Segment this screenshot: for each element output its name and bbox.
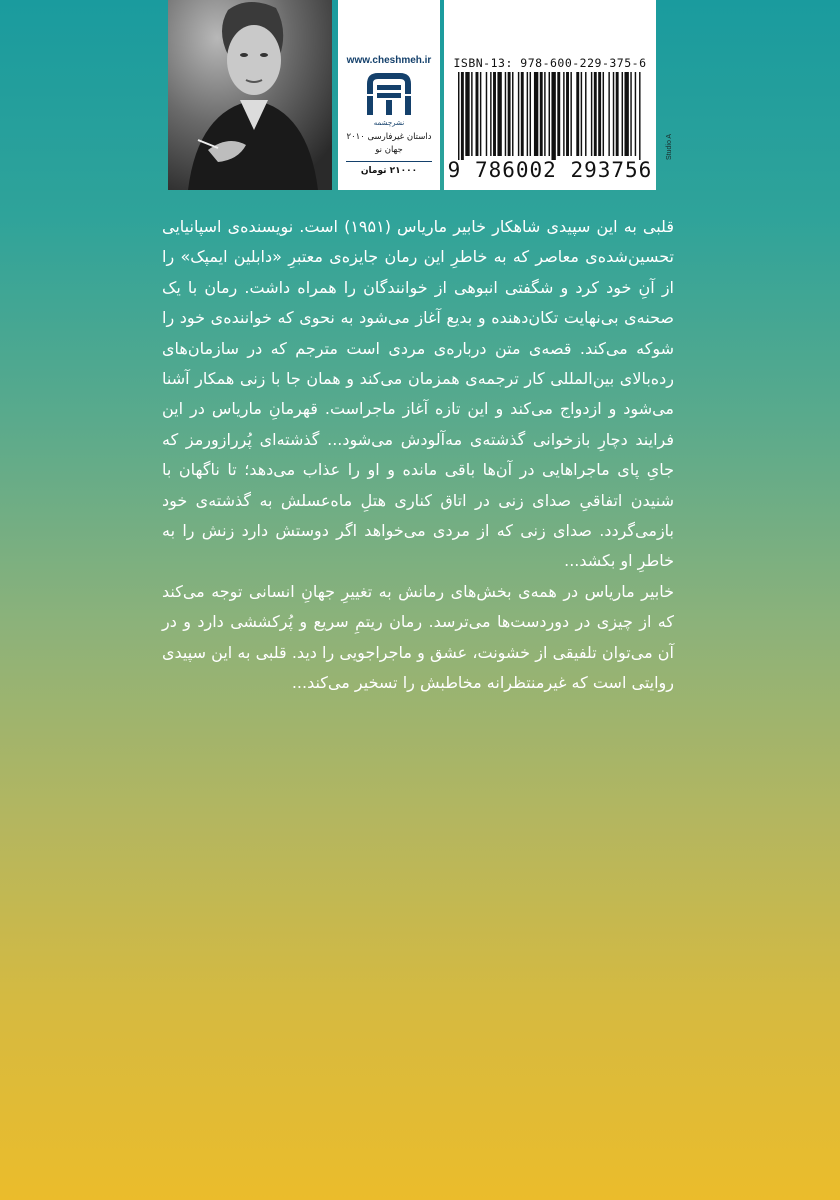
blurb-paragraph: قلبی به این سپیدی شاهکار خابیر ماریاس (۱۹۵۱) است. نویسنده‌ی اسپانیایی تحسین‌شده‌ی معاصر که به خاطرِ این رمان جایزه‌ی معتبرِ «دابلین ایمپک» را از آنِ خود کرد و شگفتی انبوهی از خوانندگان را همراه داشت. رمان با یک صحنه‌ی بی‌نهایت تکان‌دهنده و بدیع آغاز می‌شود به نحوی که خواننده‌ی خود را شوکه می‌کند. قصه‌ی متن درباره‌ی مردی است مترجم که در سازمان‌های رده‌بالای بین‌المللی کار ترجمه‌ی همزمان می‌کند و همان جا با زنی همکار آشنا می‌شود و ازدواج می‌کند و این تازه آغاز ماجراست. قهرمانِ ماریاس در این فرایند دچارِ بازخوانی گذشته‌ی مه‌آلودش می‌شود... گذشته‌ای پُررازورمز که جایِ پای ماجراهایی در آن‌ها باقی مانده و او را عذاب می‌دهد؛ تا ناگهان با شنیدن اتفاقیِ صدای زنی در اتاق کناری هتلِ ماه‌عسلش به گذشته‌ی خود بازمی‌گردد. صدای زنی که از مردی می‌خواهد اگر دوستش دارد زنش را به خاطرِ او بکشد... [162,217,674,571]
barcode-panel [444,0,656,190]
publisher-url[interactable]: www.cheshmeh.ir [346,55,432,66]
barcode-number: 9 786002 293756 [447,158,653,182]
barcode-icon [458,72,642,160]
studio-credit: Studio A [666,133,673,160]
author-photo [168,0,332,190]
price-label: ۲۱۰۰۰ تومان [360,166,418,176]
publisher-subseries: جهان نو [375,145,403,155]
divider [346,161,432,162]
publisher-logo-icon [364,70,414,118]
isbn-label: ISBN-13: 978-600-229-375-6 [453,56,647,70]
book-blurb [162,212,674,699]
publisher-name: نشرچشمه [373,119,405,127]
publisher-series: داستان غیرفارسی ۲۰۱۰ [346,132,432,142]
blurb-paragraph: خابیر ماریاس در همه‌ی بخش‌های رمانش به تغییرِ جهانِ انسانی توجه می‌کند که از چیزی در دوردست‌ها می‌ترسد. رمان ریتمِ سریع و پُرکششی دارد و در آن می‌توان تلفیقی از خشونت، عشق و ماجراجویی را دید. قلبی به این سپیدی روایتی است که غیرمنتظرانه مخاطبش را تسخیر می‌کند... [162,581,674,693]
publisher-panel [338,0,440,190]
